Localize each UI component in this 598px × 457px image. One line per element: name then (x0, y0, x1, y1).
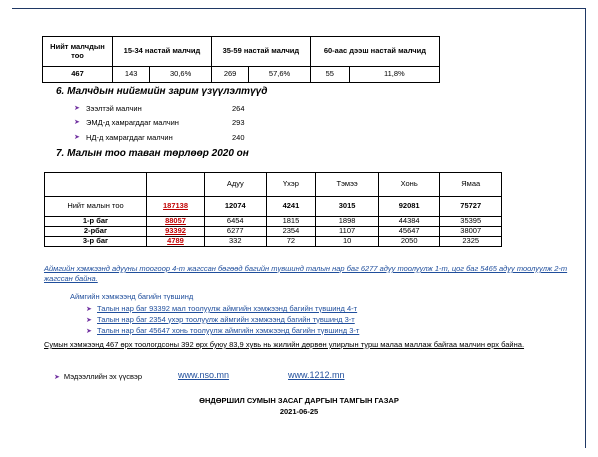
page-border-top (12, 8, 586, 9)
section-6-heading: 6. Малчдын нийгмийн зарим үзүүлэлтүүд (56, 86, 268, 97)
cell: 35395 (440, 217, 502, 227)
arrow-bullet-icon: ➤ (74, 105, 80, 112)
header-age-35-59: 35-59 настай малчид (211, 37, 310, 67)
stat-value: 264 (232, 104, 245, 113)
cell: 3015 (316, 197, 379, 217)
header-sheep: Хонь (378, 173, 440, 197)
stat-label: НД-д хамрагддаг малчин (86, 133, 173, 142)
bullet-link-text[interactable]: Талын нар баг 93392 мал тоолуулж аймгийн хэмжээнд багийн түвшинд 4-т (97, 304, 358, 313)
table-row (45, 217, 502, 227)
cell: 10 (316, 237, 379, 247)
bullet-link-item[interactable] (86, 326, 359, 335)
arrow-bullet-icon: ➤ (86, 328, 92, 335)
arrow-bullet-icon: ➤ (54, 374, 60, 381)
cell: 2050 (378, 237, 440, 247)
cell: 6454 (205, 217, 267, 227)
header-camel: Тэмээ (316, 173, 379, 197)
bullet-link-text[interactable]: Талын нар баг 45647 хонь тоолуулж аймгийн хэмжээнд багийн түвшинд 3-т (97, 326, 360, 335)
horse-ranking-paragraph[interactable]: Аймгийн хэмжээнд адууны тоогоор 4-т жагссан бөгөөд багийн түвшинд талын нар баг 6277 адуу тоолуулж 1-т, цог баг 5465 адуу тоолуулж 2-т жагссан байна. (44, 264, 568, 283)
bag-level-subheading: Аймгийн хэмжээнд багийн түвшинд (70, 292, 194, 301)
header-empty (147, 173, 205, 197)
table-row (45, 227, 502, 237)
1212-link[interactable]: www.1212.mn (288, 370, 345, 380)
row-label: Нийт малын тоо (45, 197, 147, 217)
cell: 1898 (316, 217, 379, 227)
stat-value: 240 (232, 133, 245, 142)
header-cattle: Үхэр (266, 173, 316, 197)
arrow-bullet-icon: ➤ (74, 119, 80, 126)
bullet-link-text[interactable]: Талын нар баг 2354 үхэр тоолуулж аймгийн хэмжээнд багийн түвшинд 3-т (97, 315, 355, 324)
cell: 72 (266, 237, 316, 247)
header-age-60-plus: 60-аас дээш настай малчид (310, 37, 439, 67)
cell: 4241 (266, 197, 316, 217)
table-row (45, 197, 502, 217)
page-border-right (585, 8, 586, 448)
source-label: Мэдээллийн эх үүсвэр (63, 372, 142, 381)
header-horse: Адуу (205, 173, 267, 197)
header-goat: Ямаа (440, 173, 502, 197)
age-60-plus-count: 55 (310, 67, 349, 83)
herders-age-table (42, 36, 440, 83)
row-total-link[interactable]: 88057 (147, 217, 205, 227)
bullet-link-item[interactable] (86, 315, 355, 324)
section-7-heading: 7. Малын тоо таван төрлөөр 2020 он (56, 148, 249, 159)
age-35-59-percent: 57,6% (249, 67, 311, 83)
stat-label: Зээлтэй малчин (86, 104, 142, 113)
source-line (54, 372, 142, 384)
cell: 1815 (266, 217, 316, 227)
header-total-herders: Нийт малчдын тоо (43, 37, 113, 67)
stat-value: 293 (232, 118, 245, 127)
header-age-15-34: 15-34 настай малчид (113, 37, 212, 67)
row-total-link[interactable]: 4789 (147, 237, 205, 247)
cell: 92081 (378, 197, 440, 217)
nso-link[interactable]: www.nso.mn (178, 370, 230, 380)
row-label: 3-р баг (45, 237, 147, 247)
age-35-59-count: 269 (211, 67, 248, 83)
total-herders-value: 467 (43, 67, 113, 83)
row-label: 2-рбаг (45, 227, 147, 237)
cell: 38007 (440, 227, 502, 237)
cell: 45647 (378, 227, 440, 237)
livestock-table (44, 172, 502, 247)
cell: 332 (205, 237, 267, 247)
cell: 2354 (266, 227, 316, 237)
row-total-link[interactable]: 93392 (147, 227, 205, 237)
cell: 2325 (440, 237, 502, 247)
age-15-34-count: 143 (113, 67, 150, 83)
age-15-34-percent: 30,6% (150, 67, 212, 83)
header-empty (45, 173, 147, 197)
table-row (45, 237, 502, 247)
footer-date: 2021-06-25 (279, 407, 319, 416)
cell: 75727 (440, 197, 502, 217)
row-label: 1-р баг (45, 217, 147, 227)
cell: 6277 (205, 227, 267, 237)
age-60-plus-percent: 11,8% (349, 67, 439, 83)
arrow-bullet-icon: ➤ (86, 317, 92, 324)
stat-label: ЭМД-д хамрагддаг малчин (86, 118, 179, 127)
bullet-link-item[interactable] (86, 304, 357, 313)
footer-organization: ӨНДӨРШИЛ СУМЫН ЗАСАГ ДАРГЫН ТАМГЫН ГАЗАР (199, 396, 399, 405)
row-total-link[interactable]: 187138 (147, 197, 205, 217)
cell: 12074 (205, 197, 267, 217)
arrow-bullet-icon: ➤ (86, 306, 92, 313)
cell: 1107 (316, 227, 379, 237)
cell: 44384 (378, 217, 440, 227)
herder-households-paragraph: Сумын хэмжээнд 467 өрх тоологдсоны 392 өрх буюу 83,9 хувь нь жилийн дөрвөн улирлын турш малаа маллаж байгаа малчин өрх байна. (44, 340, 525, 349)
arrow-bullet-icon: ➤ (74, 134, 80, 141)
